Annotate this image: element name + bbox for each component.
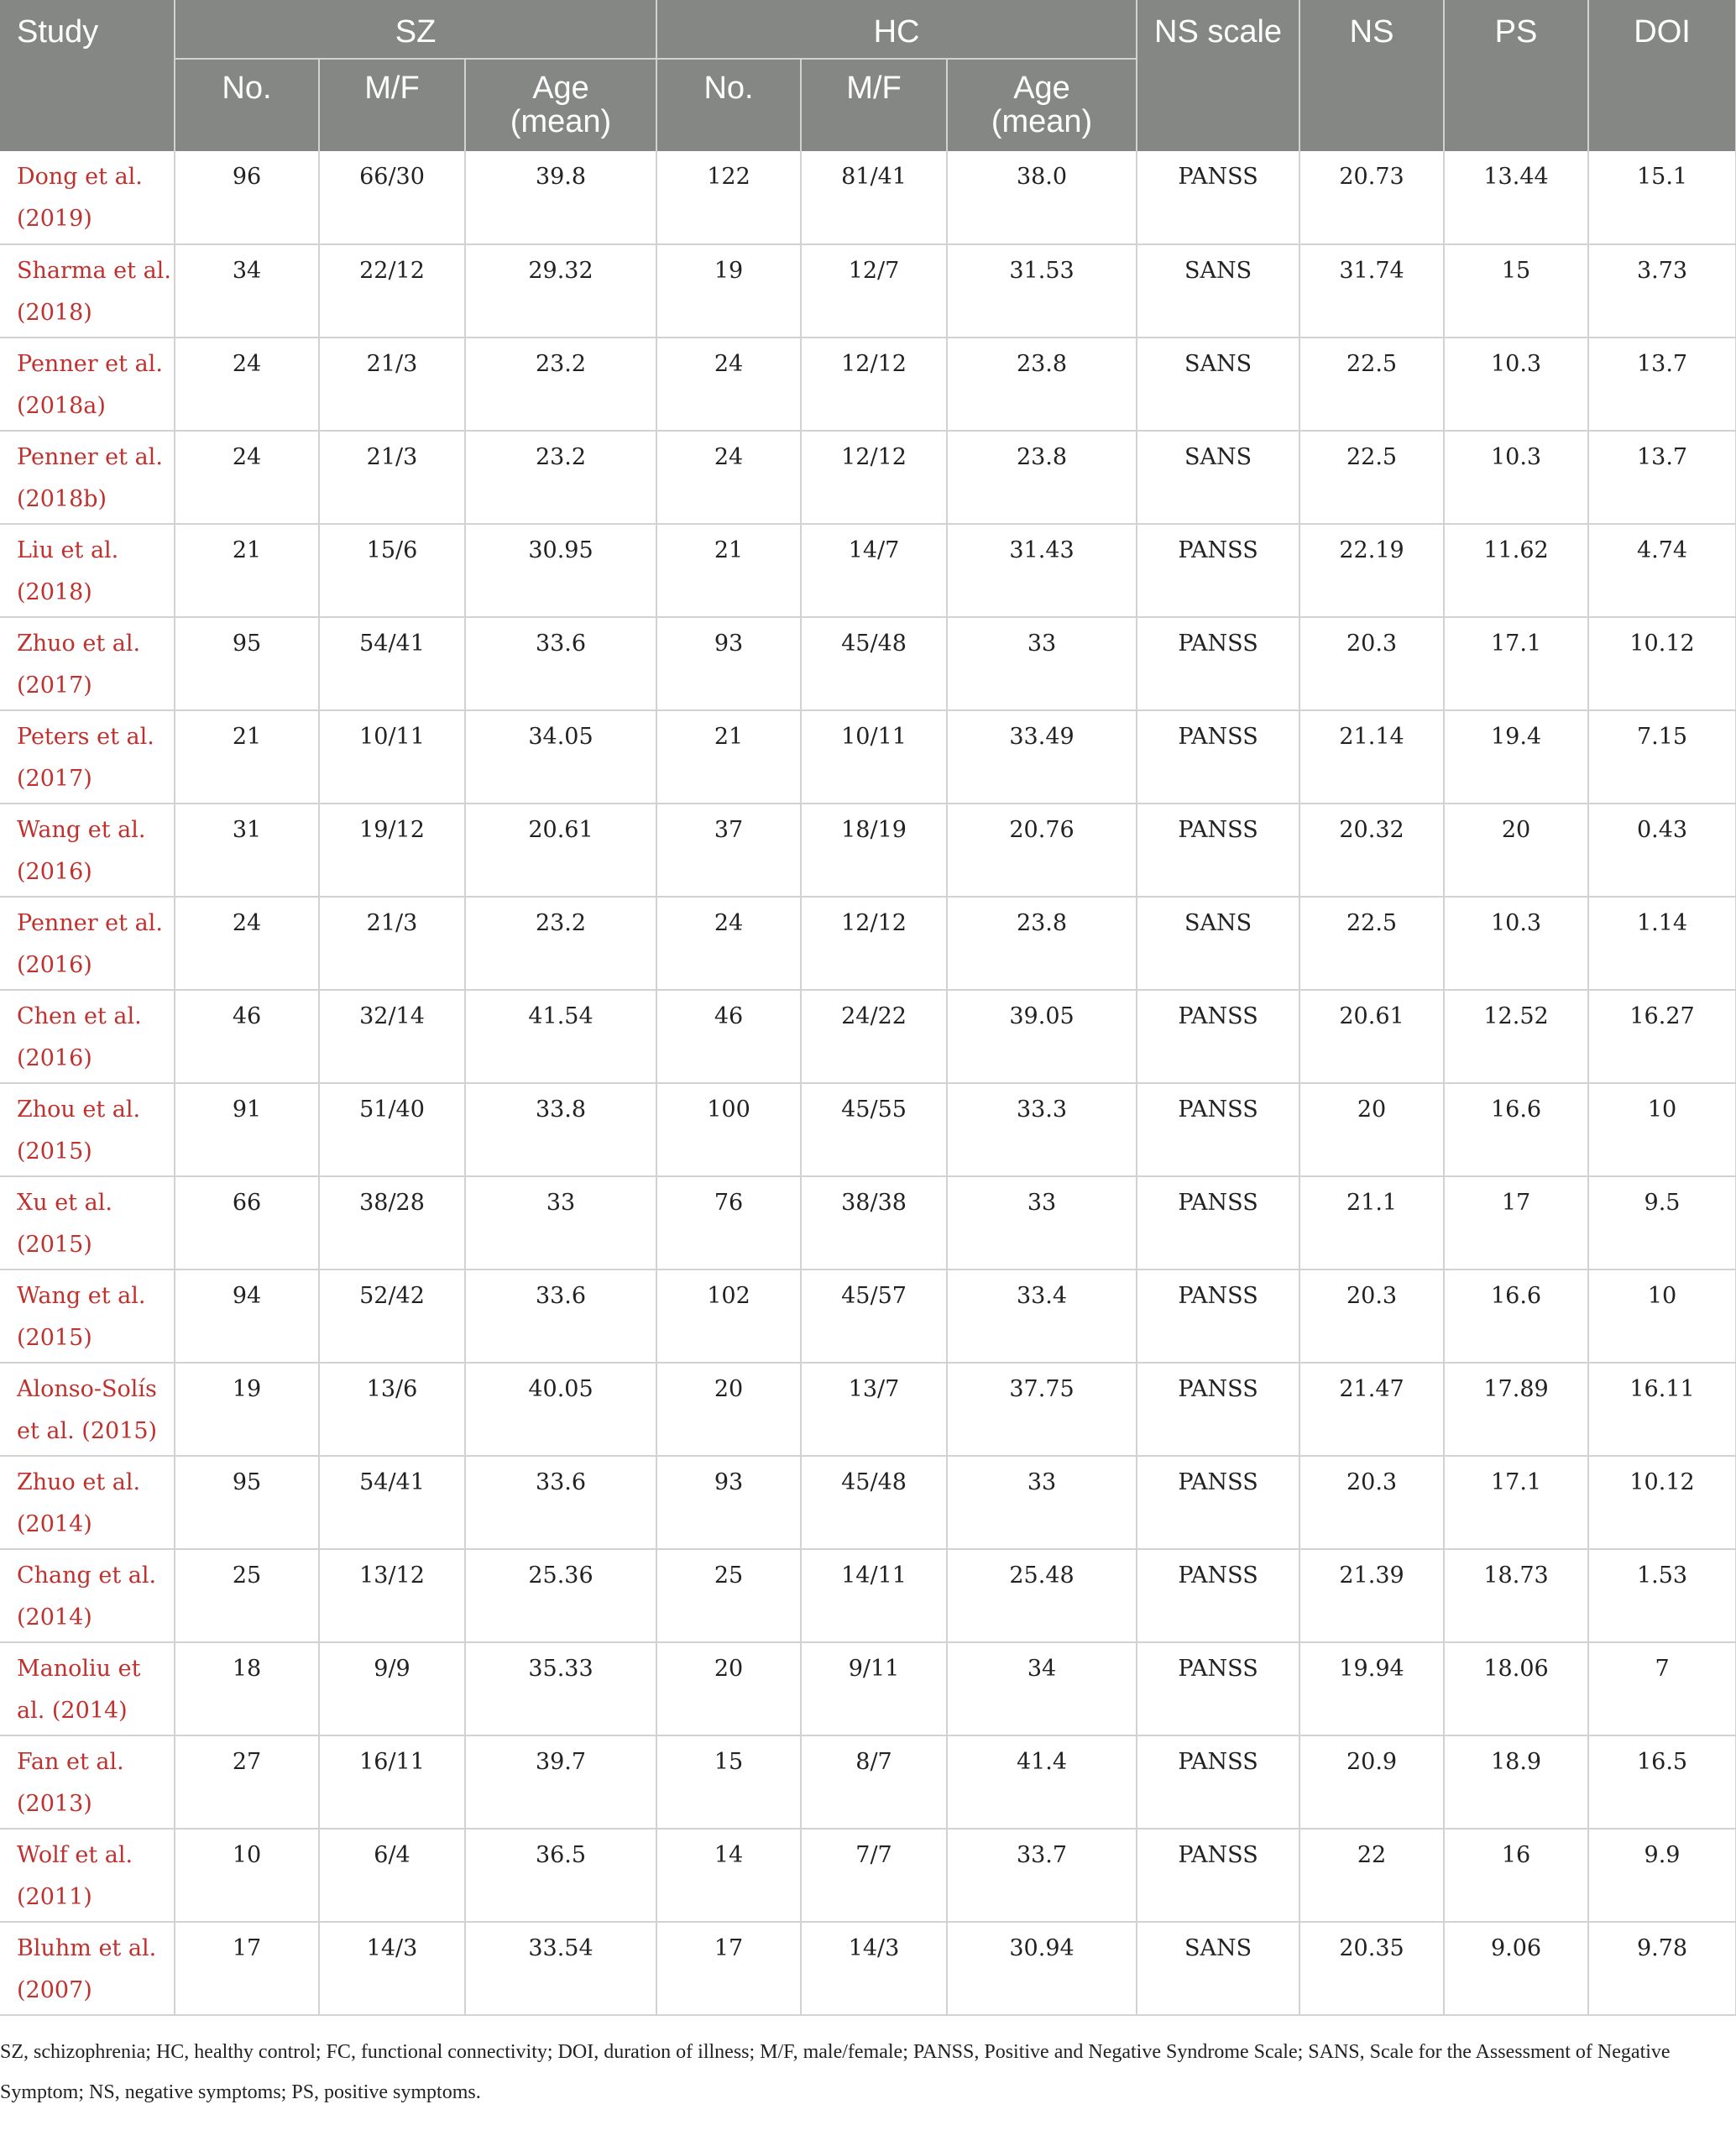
study-citation-link[interactable]: Bluhm et al. (2007) (0, 1922, 175, 2015)
study-citation-link[interactable]: Penner et al. (2018a) (0, 338, 175, 431)
cell-sz-mf: 6/4 (319, 1829, 465, 1922)
table-row (0, 1176, 1736, 1269)
cell-scale: PANSS (1137, 524, 1299, 617)
cell-sz-no: 31 (175, 804, 319, 897)
cell-hc-no: 20 (656, 1363, 801, 1456)
cell-hc-no: 21 (656, 524, 801, 617)
cell-hc-no: 37 (656, 804, 801, 897)
cell-sz-no: 25 (175, 1549, 319, 1642)
study-citation-link[interactable]: Wang et al. (2016) (0, 804, 175, 897)
cell-hc-mf: 12/12 (801, 431, 947, 524)
cell-doi: 10 (1588, 1083, 1736, 1176)
cell-sz-age: 33.8 (465, 1083, 656, 1176)
cell-hc-no: 17 (656, 1922, 801, 2015)
cell-hc-age: 33.3 (947, 1083, 1137, 1176)
study-citation-link[interactable]: Dong et al. (2019) (0, 151, 175, 244)
header-hc-no: No. (656, 59, 801, 151)
cell-hc-no: 25 (656, 1549, 801, 1642)
cell-sz-mf: 21/3 (319, 897, 465, 990)
cell-doi: 16.5 (1588, 1735, 1736, 1829)
cell-sz-mf: 66/30 (319, 151, 465, 244)
cell-sz-no: 46 (175, 990, 319, 1083)
cell-hc-mf: 9/11 (801, 1642, 947, 1735)
cell-ps: 10.3 (1444, 897, 1588, 990)
cell-scale: PANSS (1137, 710, 1299, 804)
cell-sz-age: 20.61 (465, 804, 656, 897)
cell-sz-mf: 19/12 (319, 804, 465, 897)
cell-sz-age: 36.5 (465, 1829, 656, 1922)
cell-hc-no: 14 (656, 1829, 801, 1922)
cell-sz-mf: 52/42 (319, 1269, 465, 1363)
cell-sz-age: 39.8 (465, 151, 656, 244)
header-hc-mf: M/F (801, 59, 947, 151)
cell-hc-age: 23.8 (947, 431, 1137, 524)
cell-ps: 11.62 (1444, 524, 1588, 617)
cell-sz-mf: 14/3 (319, 1922, 465, 2015)
cell-ps: 20 (1444, 804, 1588, 897)
cell-hc-no: 93 (656, 1456, 801, 1549)
cell-ns: 22.19 (1299, 524, 1444, 617)
cell-ns: 20.9 (1299, 1735, 1444, 1829)
table-row (0, 897, 1736, 990)
table-row (0, 1456, 1736, 1549)
cell-sz-no: 94 (175, 1269, 319, 1363)
cell-scale: PANSS (1137, 1829, 1299, 1922)
cell-scale: PANSS (1137, 151, 1299, 244)
cell-scale: PANSS (1137, 1549, 1299, 1642)
cell-sz-mf: 15/6 (319, 524, 465, 617)
cell-ps: 16.6 (1444, 1083, 1588, 1176)
study-citation-link[interactable]: Manoliu et al. (2014) (0, 1642, 175, 1735)
study-citation-link[interactable]: Xu et al. (2015) (0, 1176, 175, 1269)
cell-doi: 3.73 (1588, 244, 1736, 338)
cell-hc-age: 33.49 (947, 710, 1137, 804)
cell-scale: PANSS (1137, 1456, 1299, 1549)
cell-sz-mf: 16/11 (319, 1735, 465, 1829)
cell-hc-no: 76 (656, 1176, 801, 1269)
cell-hc-no: 24 (656, 897, 801, 990)
cell-sz-age: 33.54 (465, 1922, 656, 2015)
cell-hc-mf: 45/55 (801, 1083, 947, 1176)
cell-hc-no: 21 (656, 710, 801, 804)
cell-sz-no: 95 (175, 1456, 319, 1549)
cell-ps: 12.52 (1444, 990, 1588, 1083)
cell-ps: 17.1 (1444, 1456, 1588, 1549)
cell-sz-age: 35.33 (465, 1642, 656, 1735)
cell-doi: 9.9 (1588, 1829, 1736, 1922)
cell-hc-mf: 12/12 (801, 897, 947, 990)
header-sz: SZ (175, 0, 656, 59)
cell-sz-mf: 32/14 (319, 990, 465, 1083)
cell-ns: 22.5 (1299, 338, 1444, 431)
cell-ns: 20.3 (1299, 617, 1444, 710)
cell-hc-mf: 14/3 (801, 1922, 947, 2015)
cell-hc-age: 33.4 (947, 1269, 1137, 1363)
cell-scale: SANS (1137, 897, 1299, 990)
cell-hc-no: 19 (656, 244, 801, 338)
cell-ps: 16 (1444, 1829, 1588, 1922)
cell-scale: PANSS (1137, 1363, 1299, 1456)
cell-sz-no: 19 (175, 1363, 319, 1456)
cell-sz-mf: 21/3 (319, 338, 465, 431)
cell-hc-age: 25.48 (947, 1549, 1137, 1642)
cell-sz-age: 33.6 (465, 1269, 656, 1363)
cell-ns: 22.5 (1299, 431, 1444, 524)
cell-sz-age: 23.2 (465, 431, 656, 524)
table-row (0, 524, 1736, 617)
header-sz-age: Age (mean) (465, 59, 656, 151)
cell-hc-age: 33 (947, 1456, 1137, 1549)
cell-hc-mf: 18/19 (801, 804, 947, 897)
cell-ns: 22.5 (1299, 897, 1444, 990)
cell-hc-no: 93 (656, 617, 801, 710)
cell-sz-age: 29.32 (465, 244, 656, 338)
cell-sz-age: 23.2 (465, 897, 656, 990)
study-citation-link[interactable]: Wolf et al. (2011) (0, 1829, 175, 1922)
cell-sz-no: 10 (175, 1829, 319, 1922)
study-citation-link[interactable]: Fan et al. (2013) (0, 1735, 175, 1829)
cell-scale: PANSS (1137, 1176, 1299, 1269)
cell-ps: 18.9 (1444, 1735, 1588, 1829)
cell-ns: 20 (1299, 1083, 1444, 1176)
cell-doi: 4.74 (1588, 524, 1736, 617)
cell-hc-age: 33 (947, 617, 1137, 710)
cell-hc-mf: 38/38 (801, 1176, 947, 1269)
cell-sz-mf: 22/12 (319, 244, 465, 338)
cell-sz-no: 91 (175, 1083, 319, 1176)
table-row (0, 710, 1736, 804)
cell-sz-age: 41.54 (465, 990, 656, 1083)
cell-hc-mf: 81/41 (801, 151, 947, 244)
cell-sz-mf: 9/9 (319, 1642, 465, 1735)
header-sz-no: No. (175, 59, 319, 151)
cell-ns: 20.3 (1299, 1269, 1444, 1363)
study-citation-link[interactable]: Zhuo et al. (2017) (0, 617, 175, 710)
table-body (0, 151, 1736, 2015)
table-footnote: SZ, schizophrenia; HC, healthy control; FC, functional connectivity; DOI, duration of illness; M/F, male/female; PANSS, Positive and Negative Syndrome Scale; SANS, Scale for the Assessment of Negative Symptom; NS, negative symptoms; PS, positive symptoms. (0, 2041, 1671, 2103)
header-ps: PS (1444, 0, 1588, 151)
cell-hc-no: 15 (656, 1735, 801, 1829)
cell-hc-mf: 12/7 (801, 244, 947, 338)
cell-hc-mf: 45/48 (801, 617, 947, 710)
cell-sz-no: 66 (175, 1176, 319, 1269)
table-row (0, 804, 1736, 897)
cell-hc-no: 46 (656, 990, 801, 1083)
cell-ps: 15 (1444, 244, 1588, 338)
cell-scale: SANS (1137, 244, 1299, 338)
cell-hc-age: 38.0 (947, 151, 1137, 244)
cell-ps: 9.06 (1444, 1922, 1588, 2015)
study-citation-link[interactable]: Sharma et al. (2018) (0, 244, 175, 338)
cell-doi: 16.27 (1588, 990, 1736, 1083)
cell-sz-no: 21 (175, 524, 319, 617)
cell-hc-mf: 7/7 (801, 1829, 947, 1922)
cell-hc-age: 23.8 (947, 897, 1137, 990)
cell-ns: 20.35 (1299, 1922, 1444, 2015)
study-citation-link[interactable]: Peters et al. (2017) (0, 710, 175, 804)
cell-hc-mf: 13/7 (801, 1363, 947, 1456)
cell-sz-mf: 13/12 (319, 1549, 465, 1642)
header-study: Study (0, 0, 175, 151)
cell-hc-no: 102 (656, 1269, 801, 1363)
cell-sz-mf: 21/3 (319, 431, 465, 524)
cell-sz-no: 95 (175, 617, 319, 710)
cell-hc-age: 33.7 (947, 1829, 1137, 1922)
cell-doi: 9.78 (1588, 1922, 1736, 2015)
cell-scale: PANSS (1137, 804, 1299, 897)
study-citation-link[interactable]: Chen et al. (2016) (0, 990, 175, 1083)
cell-scale: PANSS (1137, 1735, 1299, 1829)
cell-ps: 10.3 (1444, 338, 1588, 431)
cell-hc-mf: 10/11 (801, 710, 947, 804)
table-header (0, 0, 1736, 151)
cell-sz-no: 24 (175, 338, 319, 431)
cell-ns: 21.14 (1299, 710, 1444, 804)
cell-sz-age: 33 (465, 1176, 656, 1269)
cell-ns: 20.61 (1299, 990, 1444, 1083)
cell-ps: 19.4 (1444, 710, 1588, 804)
cell-ns: 20.32 (1299, 804, 1444, 897)
cell-sz-no: 27 (175, 1735, 319, 1829)
table-row (0, 1922, 1736, 2015)
cell-hc-age: 31.53 (947, 244, 1137, 338)
cell-hc-no: 24 (656, 338, 801, 431)
cell-doi: 13.7 (1588, 431, 1736, 524)
cell-doi: 16.11 (1588, 1363, 1736, 1456)
cell-sz-no: 96 (175, 151, 319, 244)
cell-hc-age: 33 (947, 1176, 1137, 1269)
table-row (0, 1642, 1736, 1735)
cell-scale: PANSS (1137, 1083, 1299, 1176)
cell-sz-no: 18 (175, 1642, 319, 1735)
cell-hc-mf: 24/22 (801, 990, 947, 1083)
cell-ns: 21.39 (1299, 1549, 1444, 1642)
table-row (0, 1735, 1736, 1829)
cell-hc-no: 20 (656, 1642, 801, 1735)
cell-ns: 31.74 (1299, 244, 1444, 338)
cell-hc-mf: 14/11 (801, 1549, 947, 1642)
cell-doi: 15.1 (1588, 151, 1736, 244)
cell-hc-mf: 45/48 (801, 1456, 947, 1549)
table-row (0, 1269, 1736, 1363)
header-ns: NS (1299, 0, 1444, 151)
cell-scale: SANS (1137, 431, 1299, 524)
cell-sz-mf: 54/41 (319, 1456, 465, 1549)
table-row (0, 990, 1736, 1083)
cell-hc-no: 122 (656, 151, 801, 244)
cell-scale: PANSS (1137, 990, 1299, 1083)
cell-hc-mf: 45/57 (801, 1269, 947, 1363)
table-row (0, 431, 1736, 524)
header-hc-age: Age (mean) (947, 59, 1137, 151)
cell-scale: PANSS (1137, 1642, 1299, 1735)
cell-scale: SANS (1137, 1922, 1299, 2015)
cell-doi: 7 (1588, 1642, 1736, 1735)
cell-ns: 20.3 (1299, 1456, 1444, 1549)
cell-hc-age: 31.43 (947, 524, 1137, 617)
cell-ns: 22 (1299, 1829, 1444, 1922)
cell-doi: 7.15 (1588, 710, 1736, 804)
table-row (0, 1363, 1736, 1456)
cell-ps: 17.89 (1444, 1363, 1588, 1456)
cell-ns: 19.94 (1299, 1642, 1444, 1735)
cell-doi: 0.43 (1588, 804, 1736, 897)
table-row (0, 244, 1736, 338)
table-row (0, 1083, 1736, 1176)
cell-sz-no: 21 (175, 710, 319, 804)
cell-ps: 17.1 (1444, 617, 1588, 710)
cell-hc-age: 30.94 (947, 1922, 1137, 2015)
study-citation-link[interactable]: Penner et al. (2016) (0, 897, 175, 990)
cell-ns: 20.73 (1299, 151, 1444, 244)
cell-hc-age: 39.05 (947, 990, 1137, 1083)
header-ns-scale: NS scale (1137, 0, 1299, 151)
cell-sz-mf: 38/28 (319, 1176, 465, 1269)
study-citation-link[interactable]: Penner et al. (2018b) (0, 431, 175, 524)
cell-hc-mf: 8/7 (801, 1735, 947, 1829)
cell-sz-age: 23.2 (465, 338, 656, 431)
cell-hc-age: 23.8 (947, 338, 1137, 431)
cell-sz-age: 33.6 (465, 1456, 656, 1549)
cell-ps: 13.44 (1444, 151, 1588, 244)
table-row (0, 1829, 1736, 1922)
cell-doi: 10.12 (1588, 1456, 1736, 1549)
study-citation-link[interactable]: Alonso-Solís et al. (2015) (0, 1363, 175, 1456)
cell-hc-no: 24 (656, 431, 801, 524)
cell-sz-age: 33.6 (465, 617, 656, 710)
table-row (0, 338, 1736, 431)
table-row (0, 1549, 1736, 1642)
study-citation-link[interactable]: Liu et al. (2018) (0, 524, 175, 617)
study-citation-link[interactable]: Zhou et al. (2015) (0, 1083, 175, 1176)
study-citation-link[interactable]: Zhuo et al. (2014) (0, 1456, 175, 1549)
cell-hc-age: 20.76 (947, 804, 1137, 897)
cell-sz-age: 25.36 (465, 1549, 656, 1642)
header-doi: DOI (1588, 0, 1736, 151)
cell-sz-no: 24 (175, 897, 319, 990)
cell-doi: 13.7 (1588, 338, 1736, 431)
cell-ns: 21.1 (1299, 1176, 1444, 1269)
cell-sz-age: 39.7 (465, 1735, 656, 1829)
cell-hc-age: 37.75 (947, 1363, 1137, 1456)
cell-doi: 9.5 (1588, 1176, 1736, 1269)
study-citation-link[interactable]: Wang et al. (2015) (0, 1269, 175, 1363)
cell-scale: PANSS (1137, 617, 1299, 710)
cell-sz-no: 34 (175, 244, 319, 338)
cell-ps: 17 (1444, 1176, 1588, 1269)
cell-hc-no: 100 (656, 1083, 801, 1176)
table-row (0, 151, 1736, 244)
header-hc: HC (656, 0, 1137, 59)
study-citation-link[interactable]: Chang et al. (2014) (0, 1549, 175, 1642)
cell-sz-age: 34.05 (465, 710, 656, 804)
cell-ns: 21.47 (1299, 1363, 1444, 1456)
cell-sz-no: 24 (175, 431, 319, 524)
cell-sz-mf: 13/6 (319, 1363, 465, 1456)
cell-ps: 16.6 (1444, 1269, 1588, 1363)
cell-sz-age: 30.95 (465, 524, 656, 617)
cell-ps: 18.73 (1444, 1549, 1588, 1642)
cell-ps: 10.3 (1444, 431, 1588, 524)
cell-doi: 10.12 (1588, 617, 1736, 710)
cell-hc-mf: 14/7 (801, 524, 947, 617)
cell-sz-mf: 51/40 (319, 1083, 465, 1176)
cell-ps: 18.06 (1444, 1642, 1588, 1735)
cell-hc-age: 41.4 (947, 1735, 1137, 1829)
cell-sz-mf: 10/11 (319, 710, 465, 804)
cell-sz-mf: 54/41 (319, 617, 465, 710)
cell-scale: SANS (1137, 338, 1299, 431)
cell-doi: 1.14 (1588, 897, 1736, 990)
cell-hc-age: 34 (947, 1642, 1137, 1735)
cell-scale: PANSS (1137, 1269, 1299, 1363)
header-sz-mf: M/F (319, 59, 465, 151)
cell-sz-no: 17 (175, 1922, 319, 2015)
cell-hc-mf: 12/12 (801, 338, 947, 431)
cell-doi: 1.53 (1588, 1549, 1736, 1642)
cell-doi: 10 (1588, 1269, 1736, 1363)
cell-sz-age: 40.05 (465, 1363, 656, 1456)
table-row (0, 617, 1736, 710)
